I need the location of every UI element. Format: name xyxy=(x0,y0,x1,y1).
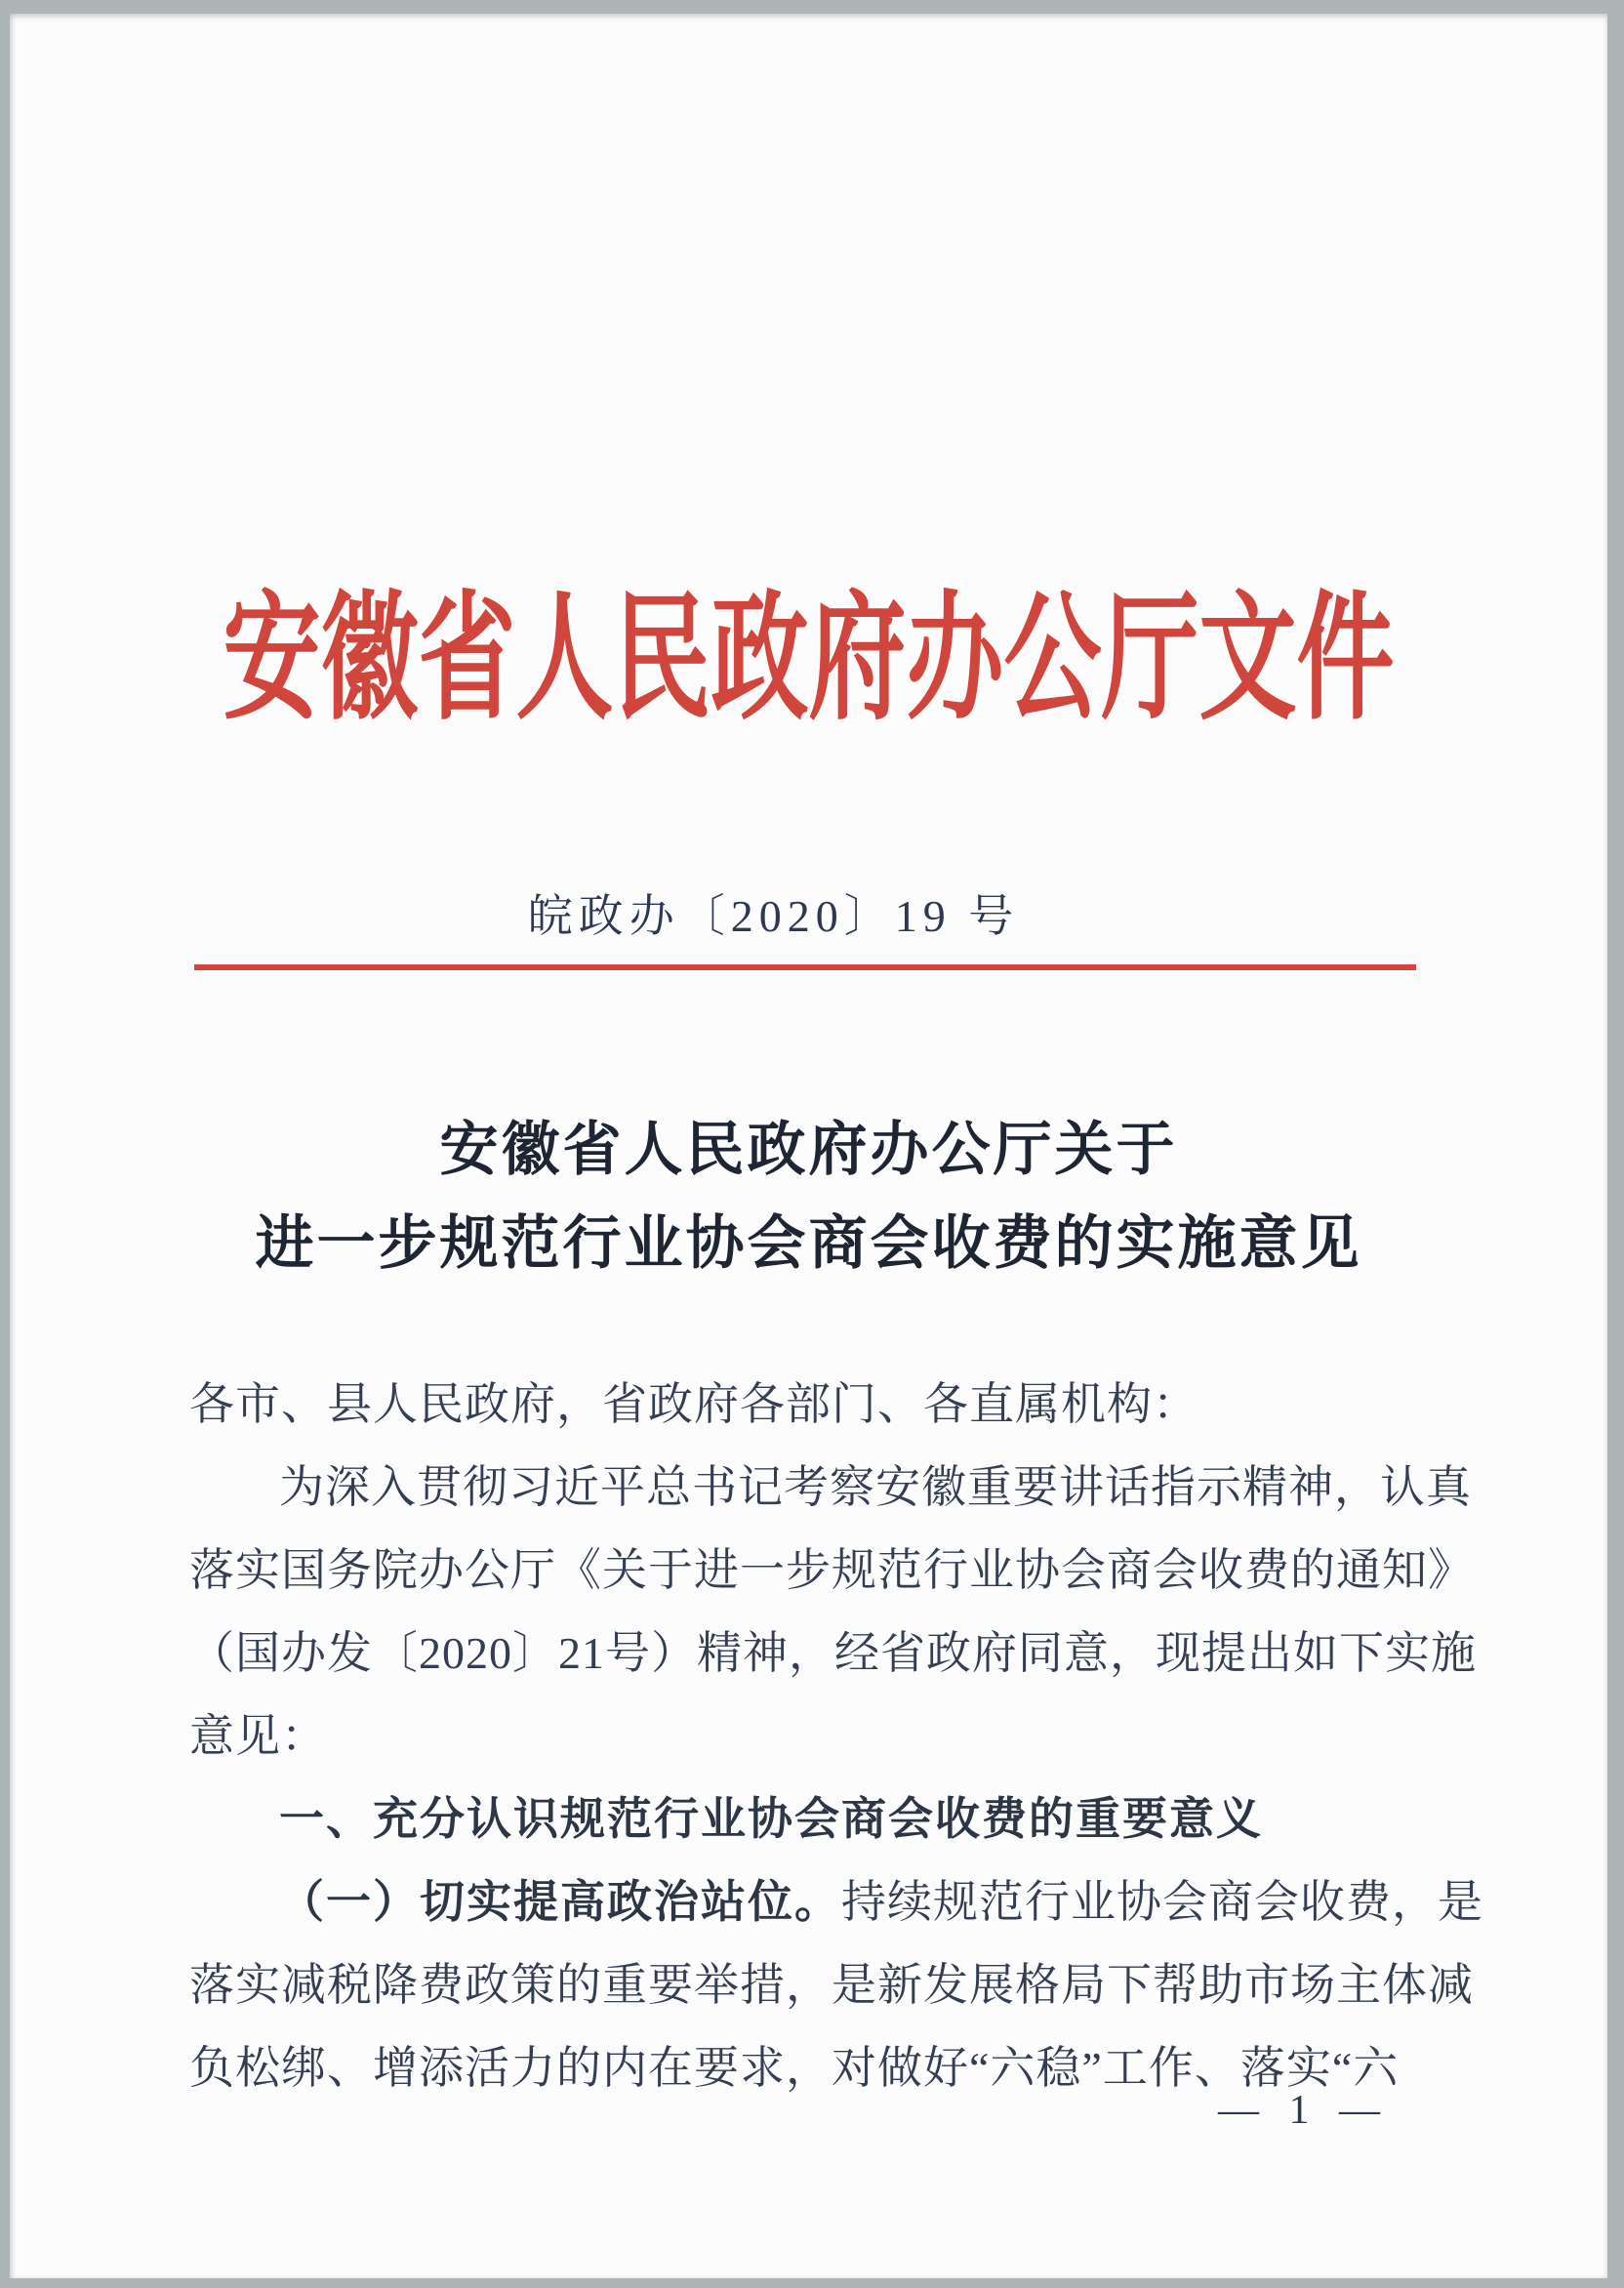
paragraph-line: 落实减税降费政策的重要举措，是新发展格局下帮助市场主体减 xyxy=(189,1960,1474,2010)
subsection-rest: 持续规范行业协会商会收费，是 xyxy=(841,1877,1483,1927)
document-page xyxy=(10,14,1607,2278)
salutation-line: 各市、县人民政府，省政府各部门、各直属机构： xyxy=(189,1379,1198,1429)
document-title-line2: 进一步规范行业协会商会收费的实施意见 xyxy=(255,1211,1362,1276)
paragraph-line: 为深入贯彻习近平总书记考察安徽重要讲话指示精神，认真 xyxy=(279,1462,1472,1512)
document-header-title: 安徽省人民政府办公厅文件 xyxy=(223,582,1395,737)
paragraph-line: 意见： xyxy=(189,1711,327,1761)
paragraph-line: （国办发〔2020〕21号）精神，经省政府同意，现提出如下实施 xyxy=(189,1628,1477,1678)
paragraph-line: 负松绑、增添活力的内在要求，对做好“六稳”工作、落实“六 xyxy=(189,2043,1400,2093)
document-title xyxy=(10,1103,1607,1290)
section-heading: 一、充分认识规范行业协会商会收费的重要意义 xyxy=(279,1793,1263,1844)
red-divider-line xyxy=(194,964,1416,970)
document-body xyxy=(189,1363,1483,2109)
paragraph-line: 落实国务院办公厅《关于进一步规范行业协会商会收费的通知》 xyxy=(189,1545,1474,1595)
page-number: — 1 — xyxy=(1218,2088,1390,2133)
subsection-lead: （一）切实提高政治站位。 xyxy=(279,1876,841,1927)
document-number: 皖政办〔2020〕19 号 xyxy=(527,891,1020,941)
document-title-line1: 安徽省人民政府办公厅关于 xyxy=(439,1118,1178,1182)
paragraph-line xyxy=(189,1860,1483,1943)
